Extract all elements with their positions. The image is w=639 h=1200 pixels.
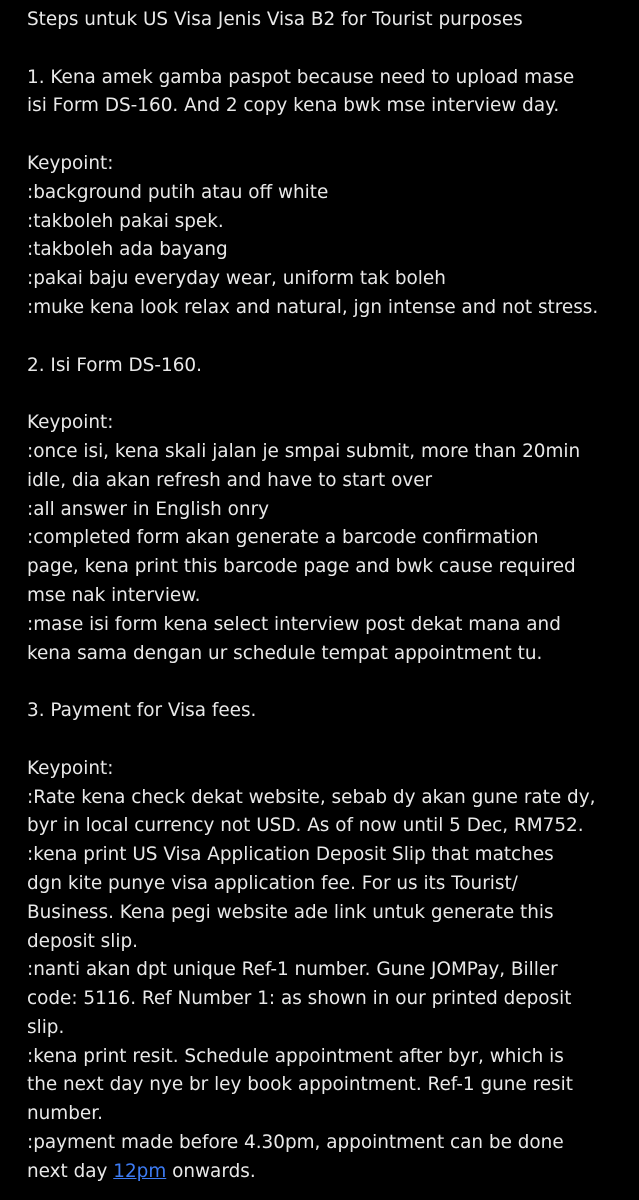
- note-title: Steps untuk US Visa Jenis Visa B2 for Tourist purposes: [27, 9, 523, 30]
- blank-line: [27, 668, 617, 697]
- step3-keypoint: :kena print US Visa Application Deposit Slip that matches: [27, 844, 554, 866]
- step2-keypoint: :once isi, kena skali jalan je smpai submit, more than 20min: [27, 440, 581, 462]
- last-line-suffix: onwards.: [166, 1160, 256, 1182]
- step3-keypoint: deposit slip.: [27, 930, 138, 952]
- blank-line: [27, 380, 617, 409]
- step1-line: isi Form DS-160. And 2 copy kena bwk mse interview day.: [27, 95, 560, 117]
- step1-keypoint: :pakai baju everyday wear, uniform tak boleh: [27, 268, 446, 290]
- step3-keypoint: :nanti akan dpt unique Ref-1 number. Gune JOMPay, Biller: [27, 959, 558, 981]
- step1-keypoint: :takboleh ada bayang: [27, 239, 228, 261]
- step3-keypoint: byr in local currency not USD. As of now until 5 Dec, RM752.: [27, 815, 584, 837]
- blank-line: [27, 726, 617, 755]
- step3-line: 3. Payment for Visa fees.: [27, 700, 257, 722]
- step3-keypoint-label: Keypoint:: [27, 757, 114, 779]
- step2-keypoint: kena sama dengan ur schedule tempat appointment tu.: [27, 642, 543, 664]
- step1-keypoint: :takboleh pakai spek.: [27, 210, 224, 232]
- last-line-prefix: next day: [27, 1160, 114, 1182]
- step3-keypoint: :payment made before 4.30pm, appointment can be done: [27, 1132, 564, 1154]
- step3-keypoint: :kena print resit. Schedule appointment after byr, which is: [27, 1045, 564, 1067]
- time-link[interactable]: 12pm: [113, 1160, 167, 1182]
- step2-keypoint: mse nak interview.: [27, 584, 201, 606]
- blank-line: [27, 35, 617, 64]
- step1-keypoint-label: Keypoint:: [27, 152, 114, 174]
- step2-line: 2. Isi Form DS-160.: [27, 354, 202, 376]
- step1-keypoint: :muke kena look relax and natural, jgn intense and not stress.: [27, 296, 599, 318]
- step3-keypoint: slip.: [27, 1016, 65, 1038]
- step3-keypoint: dgn kite punye visa application fee. For us its Tourist/: [27, 872, 518, 894]
- step1-line: 1. Kena amek gamba paspot because need to upload mase: [27, 66, 575, 88]
- step3-keypoint: Business. Kena pegi website ade link untuk generate this: [27, 901, 554, 923]
- step1-keypoint: :background putih atau off white: [27, 181, 329, 203]
- blank-line: [27, 323, 617, 352]
- step3-keypoint: the next day nye br ley book appointment. Ref-1 gune resit: [27, 1074, 573, 1096]
- step2-keypoint: page, kena print this barcode page and bwk cause required: [27, 556, 576, 578]
- step3-keypoint: :Rate kena check dekat website, sebab dy akan gune rate dy,: [27, 786, 596, 808]
- step2-keypoint: :mase isi form kena select interview post dekat mana and: [27, 613, 561, 635]
- blank-line: [27, 121, 617, 150]
- step3-keypoint: code: 5116. Ref Number 1: as shown in our printed deposit: [27, 988, 572, 1010]
- step3-last-line: [27, 1158, 617, 1187]
- step2-keypoint: idle, dia akan refresh and have to start over: [27, 469, 433, 491]
- step2-keypoint: :completed form akan generate a barcode confirmation: [27, 527, 539, 549]
- step2-keypoint-label: Keypoint:: [27, 412, 114, 434]
- step3-keypoint: number.: [27, 1103, 103, 1125]
- step2-keypoint: :all answer in English onry: [27, 498, 270, 520]
